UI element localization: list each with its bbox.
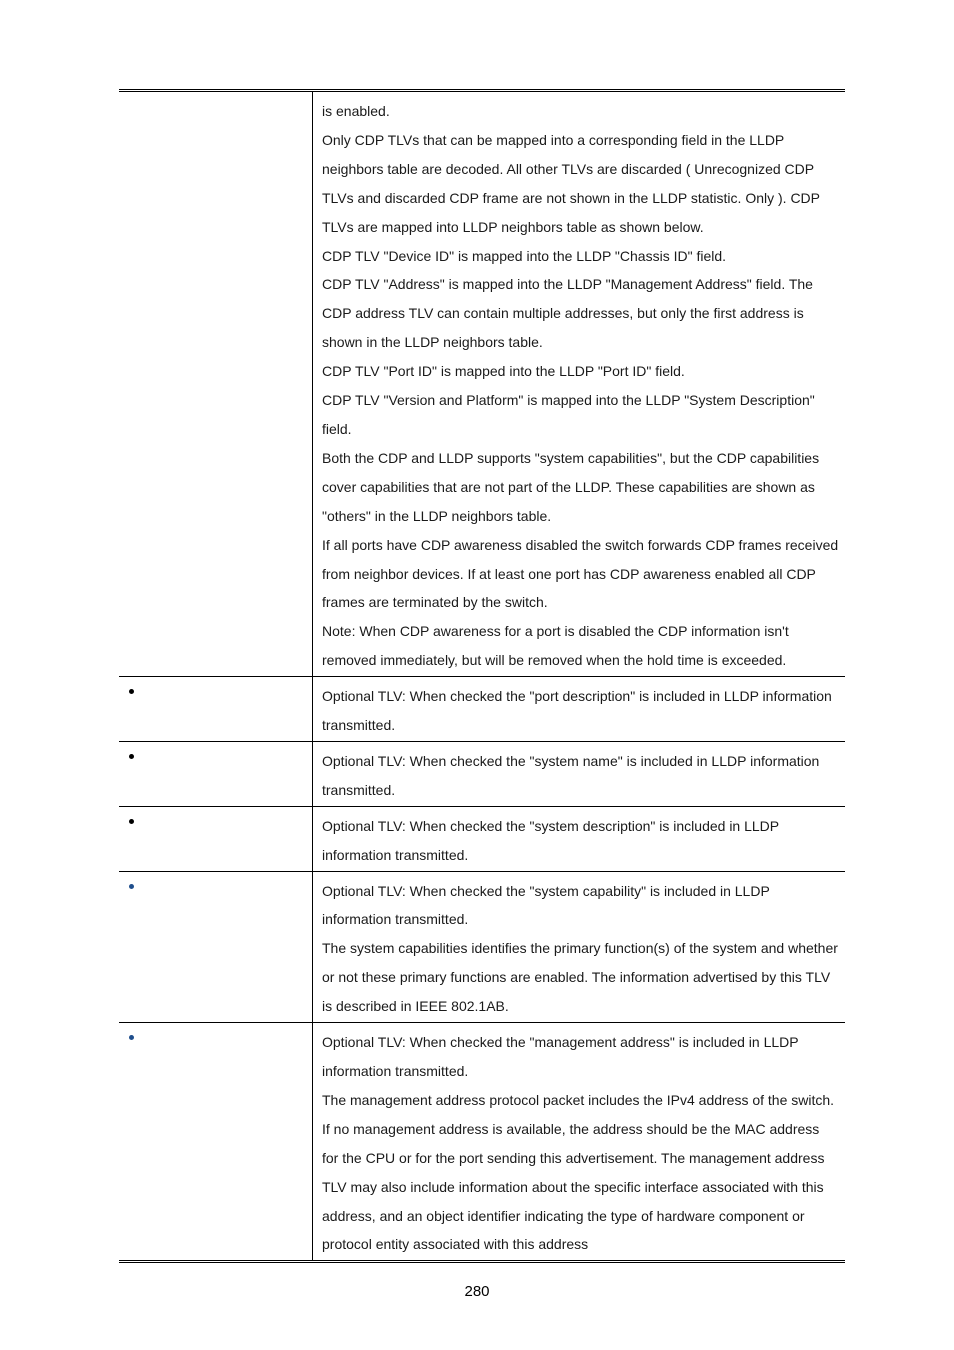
description-paragraph: CDP TLV "Device ID" is mapped into the LLDP "Chassis ID" field.	[322, 247, 727, 264]
description-cell	[313, 91, 846, 677]
description-paragraph: Both the CDP and LLDP supports "system capabilities", but the CDP capabilities cover capabilities that are not part of the LLDP. These capabilities are shown as "others" in the LLDP neighbors table.	[322, 449, 820, 524]
description-paragraph: The management address protocol packet includes the IPv4 address of the switch. If no management address is available, the address should be the MAC address for the CPU or for the port sending this advertisement. The management address TLV may also include information about the specific interface associated with this address, and an object identifier indicating the type of hardware component or protocol entity associated with this address	[322, 1091, 835, 1253]
table-row	[119, 741, 845, 806]
bullet-icon	[129, 819, 134, 824]
description-paragraph: Optional TLV: When checked the "management address" is included in LLDP information transmitted.	[322, 1034, 799, 1079]
description-paragraph: CDP TLV "Version and Platform" is mapped into the LLDP "System Description" field.	[322, 392, 815, 437]
description-paragraph: Optional TLV: When checked the "system capability" is included in LLDP information transmitted.	[322, 882, 770, 928]
description-cell	[313, 1023, 846, 1262]
table-row	[119, 1023, 845, 1262]
description-cell	[313, 806, 846, 871]
bullet-icon	[129, 689, 134, 694]
table-row	[119, 91, 845, 677]
bullet-icon	[129, 754, 134, 759]
parameter-cell	[119, 677, 313, 742]
description-cell	[313, 677, 846, 742]
parameter-cell	[119, 91, 313, 677]
description-paragraph: Optional TLV: When checked the "system name" is included in LLDP information transmitted.	[322, 752, 820, 798]
parameter-cell	[119, 806, 313, 871]
description-paragraph: Optional TLV: When checked the "port description" is included in LLDP information transmitted.	[322, 688, 832, 734]
description-paragraph: is enabled.	[322, 103, 390, 119]
description-paragraph: Note: When CDP awareness for a port is disabled the CDP information isn't removed immediately, but will be removed when the hold time is exceeded.	[322, 623, 789, 669]
description-paragraph: CDP TLV "Port ID" is mapped into the LLDP "Port ID" field.	[322, 363, 685, 380]
description-paragraph: Only CDP TLVs that can be mapped into a corresponding field in the LLDP neighbors table are decoded. All other TLVs are discarded ( Unrecognized CDP TLVs and discarded CDP frame are not shown in the LLDP statistic. Only ). CDP TLVs are mapped into LLDP neighbors table as shown below.	[322, 131, 820, 235]
description-paragraph: CDP TLV "Address" is mapped into the LLDP "Management Address" field. The CDP address TLV can contain multiple addresses, but only the first address is shown in the LLDP neighbors table.	[322, 276, 813, 351]
page-number: 280	[464, 1283, 490, 1300]
description-paragraph: If all ports have CDP awareness disabled the switch forwards CDP frames received from neighbor devices. If at least one port has CDP awareness enabled all CDP frames are terminated by the switch.	[322, 536, 839, 611]
table-row	[119, 806, 845, 871]
description-paragraph: Optional TLV: When checked the "system description" is included in LLDP information transmitted.	[322, 817, 779, 863]
description-paragraph: The system capabilities identifies the primary function(s) of the system and whether or not these primary functions are enabled. The information advertised by this TLV is described in IEEE 802.1AB.	[322, 940, 838, 1015]
description-cell	[313, 741, 846, 806]
parameter-description-table	[119, 89, 845, 1263]
parameter-cell	[119, 741, 313, 806]
table-row	[119, 677, 845, 742]
description-cell	[313, 871, 846, 1023]
bullet-icon	[129, 884, 134, 889]
parameter-cell	[119, 1023, 313, 1262]
table-row	[119, 871, 845, 1023]
bullet-icon	[129, 1035, 134, 1040]
parameter-cell	[119, 871, 313, 1023]
